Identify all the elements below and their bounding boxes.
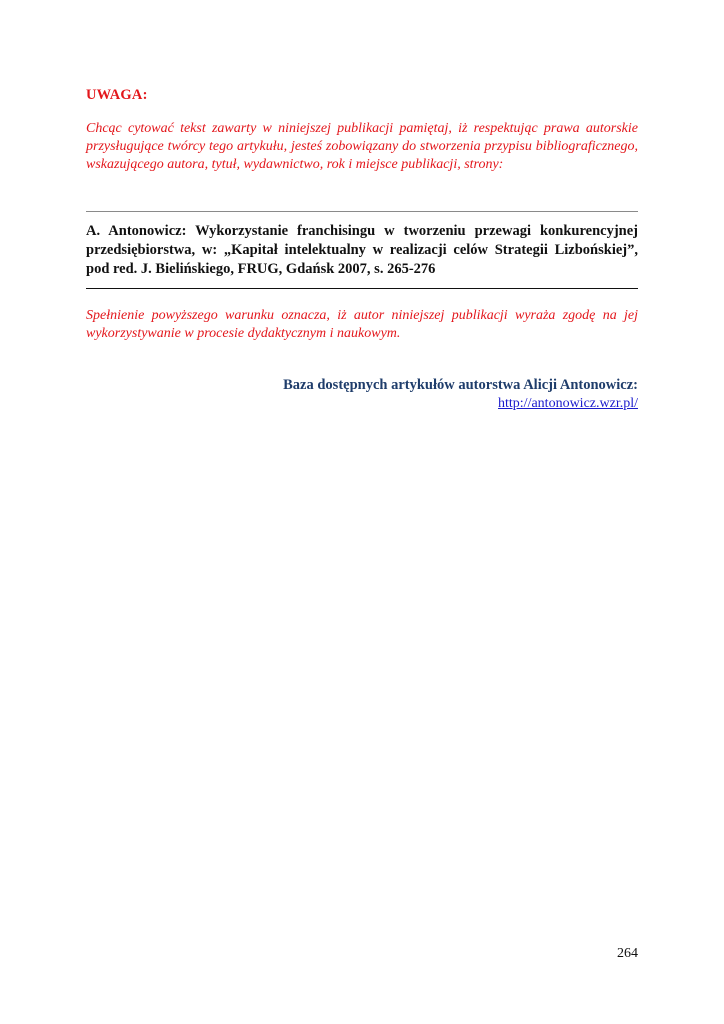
bottom-divider: [86, 288, 638, 289]
page-number: 264: [617, 946, 638, 961]
notice-text: Chcąc cytować tekst zawarty w niniejszej publikacji pamiętaj, iż respektując prawa autorskie przysługujące twórcy tego artykułu, jesteś zobowiązany do stworzenia przypisu bibliograficznego, wskazującego autora, tytuł, wydawnictwo, rok i miejsce publikacji, strony:: [86, 121, 638, 172]
top-divider: [86, 211, 638, 212]
consent-text: Spełnienie powyższego warunku oznacza, iż autor niniejszej publikacji wyraża zgodę na jej wykorzystywanie w procesie dydaktycznym i naukowym.: [86, 308, 638, 341]
citation-text: A. Antonowicz: Wykorzystanie franchisingu w tworzeniu przewagi konkurencyjnej przedsiębiorstwa, w: „Kapitał intelektualny w realizacji celów Strategii Lizbońskiej”, pod red. J. Bielińskiego, FRUG, Gdańsk 2007, s. 265-276: [86, 223, 638, 277]
articles-base-title: Baza dostępnych artykułów autorstwa Alicji Antonowicz:: [283, 377, 638, 393]
notice-heading: UWAGA:: [86, 87, 148, 103]
articles-base-link[interactable]: http://antonowicz.wzr.pl/: [498, 396, 638, 411]
